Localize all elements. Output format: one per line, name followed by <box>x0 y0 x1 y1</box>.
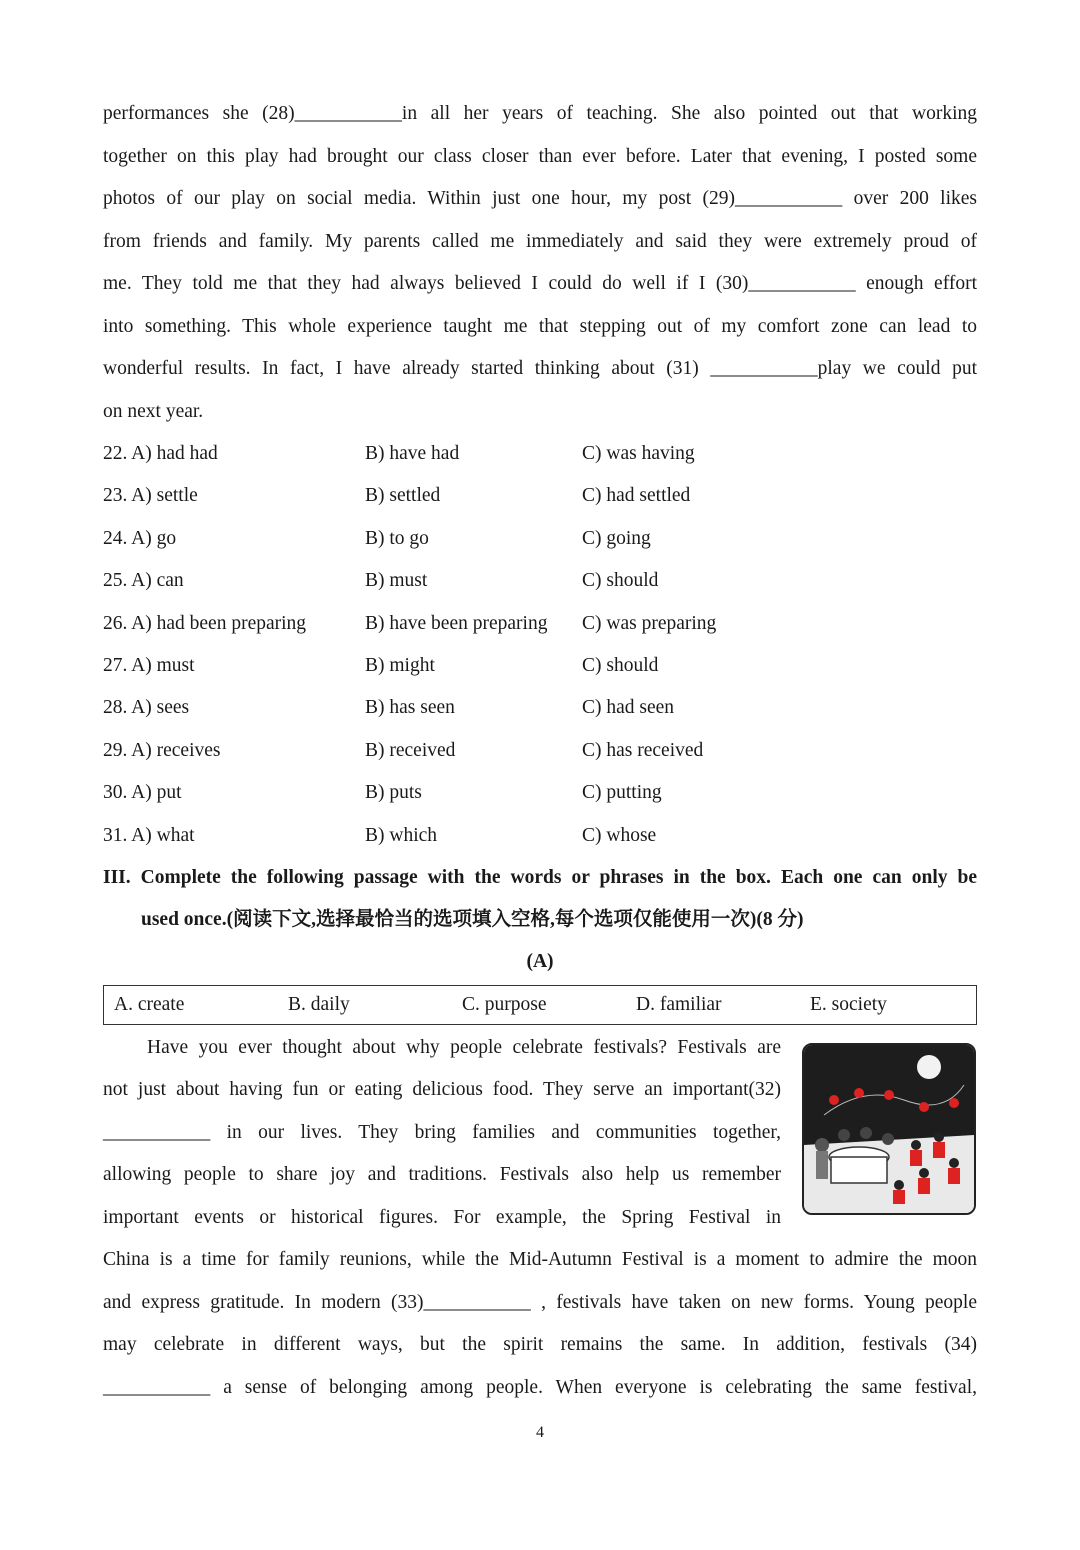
passage-line: wonderful results. In fact, I have already started thinking about (31) ___________play we could put <box>103 358 977 379</box>
passage-label: (A) <box>526 950 554 972</box>
word-option: D. familiar <box>636 993 722 1015</box>
passage-continued <box>103 93 977 433</box>
option-a: 24. A) go <box>103 527 177 549</box>
option-c: C) should <box>582 654 659 676</box>
option-a: 31. A) what <box>103 824 195 846</box>
passage-line: ___________ in our lives. They bring families and communities together, <box>103 1121 781 1143</box>
option-row <box>103 560 977 602</box>
option-a: 27. A) must <box>103 654 195 676</box>
option-b: B) settled <box>365 485 441 507</box>
option-a: 30. A) put <box>103 782 182 804</box>
option-b: B) have been preparing <box>365 612 548 634</box>
word-option: C. purpose <box>462 993 547 1015</box>
option-row <box>103 433 977 475</box>
passage-line: from friends and family. My parents called me immediately and said they were extremely proud of <box>103 230 977 252</box>
option-b: B) to go <box>365 527 429 549</box>
option-row <box>103 603 977 645</box>
option-b: B) must <box>365 570 428 592</box>
passage-line: ___________ a sense of belonging among people. When everyone is celebrating the same festival, <box>103 1376 977 1398</box>
passage-line: on next year. <box>103 400 204 422</box>
section-heading-line1: III. Complete the following passage with the words or phrases in the box. Each one can only be <box>103 866 977 888</box>
passage-line: and express gratitude. In modern (33)___________ , festivals have taken on new forms. Young people <box>103 1291 977 1313</box>
option-b: B) received <box>365 739 456 761</box>
option-b: B) which <box>365 824 438 846</box>
option-b: B) has seen <box>365 697 455 719</box>
option-b: B) puts <box>365 782 422 804</box>
option-c: C) had settled <box>582 485 691 507</box>
passage-line: together on this play had brought our class closer than ever before. Later that evening, I posted some <box>103 145 977 167</box>
passage-line: China is a time for family reunions, while the Mid-Autumn Festival is a moment to admire the moon <box>103 1249 977 1271</box>
section-heading-line2: used once.(阅读下文,选择最恰当的选项填入空格,每个选项仅能使用一次)(8 分) <box>141 908 804 930</box>
festival-passage <box>103 1027 977 1410</box>
answer-options <box>103 433 977 857</box>
word-box <box>103 985 977 1025</box>
passage-line: may celebrate in different ways, but the spirit remains the same. In addition, festivals (34) <box>103 1334 977 1356</box>
page-number: 4 <box>536 1424 544 1441</box>
option-row <box>103 645 977 687</box>
passage-line: performances she (28)___________in all her years of teaching. She also pointed out that working <box>103 103 977 124</box>
passage-line: not just about having fun or eating delicious food. They serve an important(32) <box>103 1079 781 1101</box>
option-c: C) was having <box>582 443 695 464</box>
option-c: C) putting <box>582 782 662 804</box>
option-b: B) have had <box>365 443 460 464</box>
section-heading <box>103 857 977 941</box>
option-c: C) has received <box>582 739 704 761</box>
passage-line: me. They told me that they had always believed I could do well if I (30)___________ enough effort <box>103 273 977 294</box>
option-a: 22. A) had had <box>103 443 218 464</box>
option-c: C) going <box>582 527 651 549</box>
option-a: 28. A) sees <box>103 697 190 719</box>
option-b: B) might <box>365 654 435 676</box>
passage-line: allowing people to share joy and traditions. Festivals also help us remember <box>103 1164 781 1186</box>
option-row <box>103 518 977 560</box>
option-row <box>103 475 977 517</box>
passage-line: photos of our play on social media. Within just one hour, my post (29)___________ over 200 likes <box>103 188 977 209</box>
document-page <box>103 93 977 1409</box>
option-row <box>103 687 977 729</box>
option-c: C) should <box>582 570 659 592</box>
option-c: C) was preparing <box>582 612 717 634</box>
option-row <box>103 815 977 857</box>
option-row <box>103 772 977 814</box>
option-c: C) had seen <box>582 697 675 719</box>
word-option: E. society <box>810 993 887 1015</box>
festival-illustration <box>802 1043 976 1215</box>
option-c: C) whose <box>582 824 657 846</box>
word-option: A. create <box>114 993 185 1015</box>
passage-line: Have you ever thought about why people celebrate festivals? Festivals are <box>147 1036 781 1058</box>
option-a: 29. A) receives <box>103 739 221 761</box>
word-option: B. daily <box>288 993 350 1015</box>
passage-line: into something. This whole experience taught me that stepping out of my comfort zone can lead to <box>103 315 977 337</box>
option-a: 26. A) had been preparing <box>103 612 307 634</box>
option-a: 23. A) settle <box>103 485 198 507</box>
option-a: 25. A) can <box>103 570 184 592</box>
option-row <box>103 730 977 772</box>
passage-line: important events or historical figures. For example, the Spring Festival in <box>103 1206 781 1228</box>
